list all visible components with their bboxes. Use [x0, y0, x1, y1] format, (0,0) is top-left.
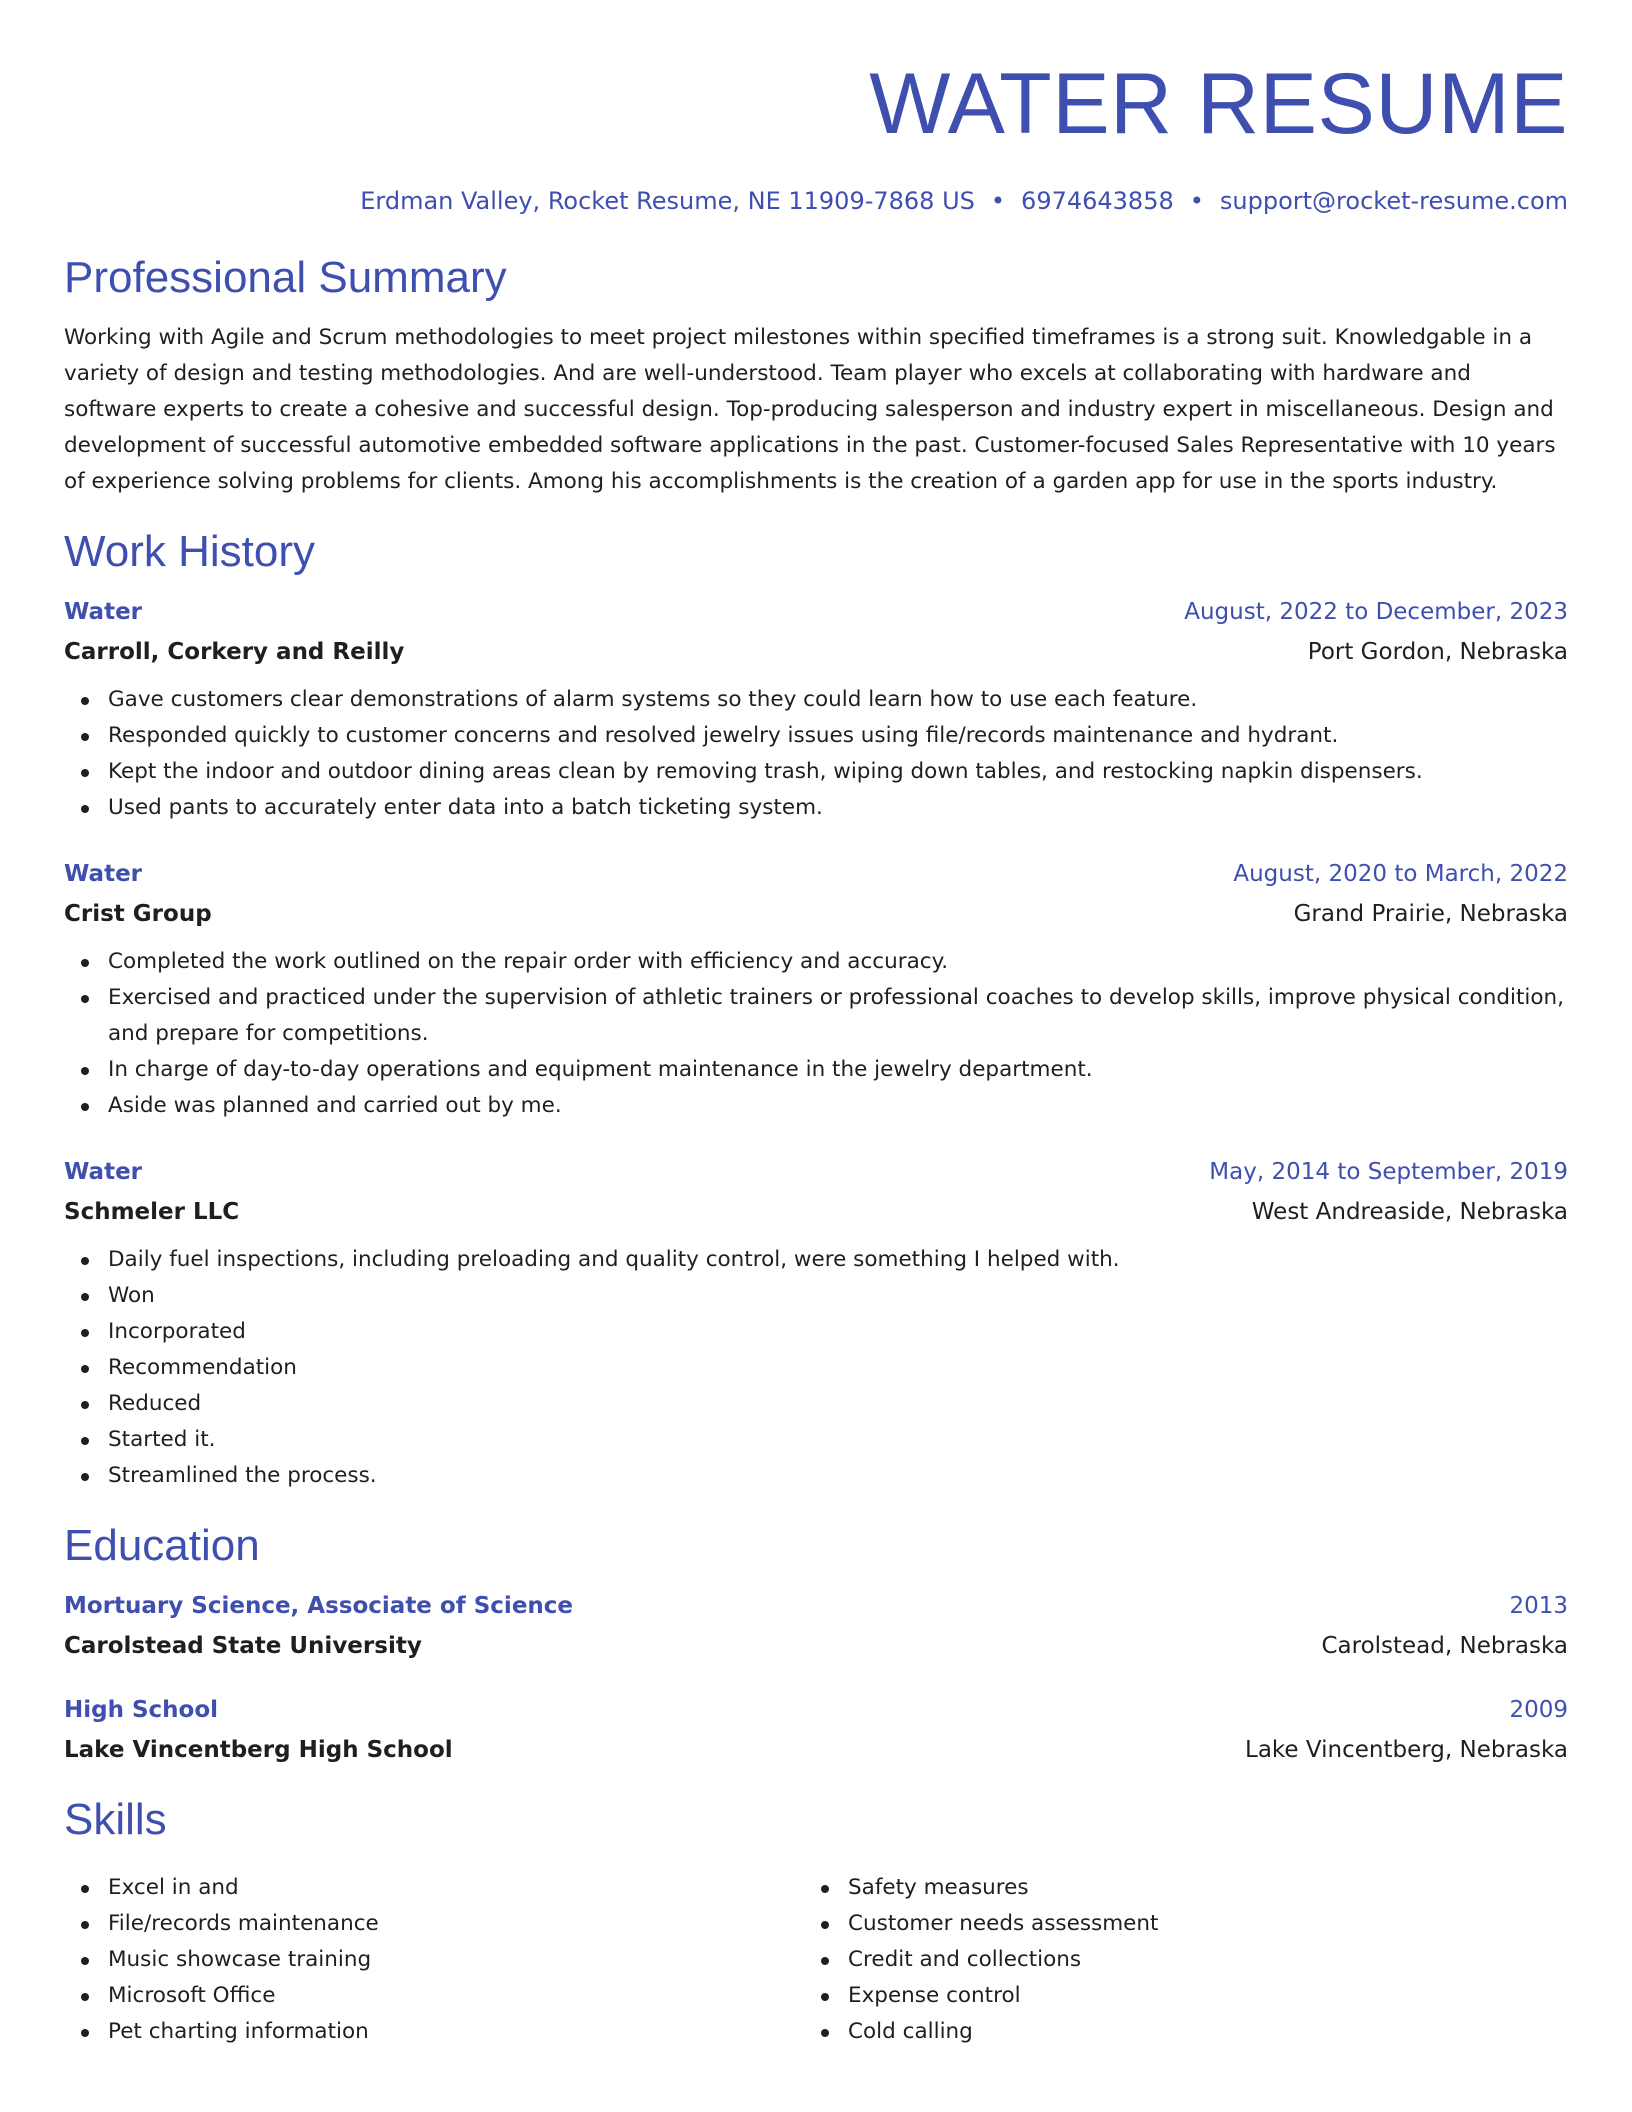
job-dates: August, 2020 to March, 2022: [1233, 861, 1568, 887]
skill-item: File/records maintenance: [64, 1906, 804, 1942]
work-history-heading: Work History: [64, 527, 315, 576]
job-entry: [64, 594, 1568, 826]
skill-item: Expense control: [804, 1978, 1544, 2014]
skills-list-right: [804, 1870, 1544, 2050]
contact-address: Erdman Valley, Rocket Resume, NE 11909-7868 US: [360, 187, 975, 215]
job-bullet: Completed the work outlined on the repair order with efficiency and accuracy.: [64, 944, 1568, 980]
education-heading: Education: [64, 1521, 260, 1570]
job-location: Grand Prairie, Nebraska: [1293, 901, 1568, 927]
job-entry: [64, 1154, 1568, 1494]
skills-heading: Skills: [64, 1795, 167, 1844]
education-entry: [64, 1588, 1568, 1664]
education-school: Lake Vincentberg High School: [64, 1737, 453, 1763]
job-bullet: Responded quickly to customer concerns and resolved jewelry issues using file/records maintenance and hydrant.: [64, 718, 1568, 754]
job-dates: August, 2022 to December, 2023: [1184, 599, 1568, 625]
job-bullets: [64, 944, 1568, 1124]
education-location: Lake Vincentberg, Nebraska: [1245, 1737, 1568, 1763]
skill-item: Pet charting information: [64, 2014, 804, 2050]
job-bullet: Gave customers clear demonstrations of alarm systems so they could learn how to use each feature.: [64, 682, 1568, 718]
job-bullet: Incorporated: [64, 1314, 1568, 1350]
education-year: 2009: [1509, 1697, 1568, 1723]
job-location: Port Gordon, Nebraska: [1307, 639, 1568, 665]
skill-item: Excel in and: [64, 1870, 804, 1906]
education-year: 2013: [1509, 1593, 1568, 1619]
job-employer: Schmeler LLC: [64, 1199, 240, 1225]
job-location: West Andreaside, Nebraska: [1251, 1199, 1568, 1225]
contact-separator: •: [990, 187, 1006, 215]
contact-phone: 6974643858: [1021, 187, 1174, 215]
job-entry: [64, 856, 1568, 1124]
job-title: Water: [64, 1159, 143, 1185]
job-bullet: Recommendation: [64, 1350, 1568, 1386]
contact-line: [64, 186, 1568, 216]
skill-item: Credit and collections: [804, 1942, 1544, 1978]
education-entry: [64, 1692, 1568, 1768]
job-bullet: Won: [64, 1278, 1568, 1314]
contact-email: support@rocket-resume.com: [1219, 187, 1568, 215]
job-bullet: Aside was planned and carried out by me.: [64, 1088, 1568, 1124]
job-bullet: In charge of day-to-day operations and equipment maintenance in the jewelry department.: [64, 1052, 1568, 1088]
skill-item: Music showcase training: [64, 1942, 804, 1978]
education-degree: High School: [64, 1697, 219, 1723]
contact-separator: •: [1189, 187, 1204, 215]
education-school: Carolstead State University: [64, 1633, 422, 1659]
job-bullet: Started it.: [64, 1422, 1568, 1458]
skill-item: Cold calling: [804, 2014, 1544, 2050]
job-employer: Crist Group: [64, 901, 212, 927]
job-bullet: Daily fuel inspections, including preloading and quality control, were something I helped with.: [64, 1242, 1568, 1278]
skills-list-left: [64, 1870, 804, 2050]
summary-text: Working with Agile and Scrum methodologies to meet project milestones within specified timeframes is a strong suit. Knowledgable in a variety of design and testing methodologies. And are well-understood. Team player who excels at collaborating with hardware and software experts to create a cohesive and successful design. Top-producing salesperson and industry expert in miscellaneous. Design and development of successful automotive embedded software applications in the past. Customer-focused Sales Representative with 10 years of experience solving problems for clients. Among his accomplishments is the creation of a garden app for use in the sports industry.: [64, 325, 1556, 494]
job-bullets: [64, 1242, 1568, 1494]
job-title: Water: [64, 599, 143, 625]
skill-item: Microsoft Office: [64, 1978, 804, 2014]
job-bullet: Reduced: [64, 1386, 1568, 1422]
job-bullet: Exercised and practiced under the supervision of athletic trainers or professional coaches to develop skills, improve physical condition, and prepare for competitions.: [64, 980, 1568, 1052]
job-employer: Carroll, Corkery and Reilly: [64, 639, 405, 665]
job-title: Water: [64, 861, 143, 887]
skill-item: Customer needs assessment: [804, 1906, 1544, 1942]
skill-item: Safety measures: [804, 1870, 1544, 1906]
education-location: Carolstead, Nebraska: [1321, 1633, 1568, 1659]
job-bullets: [64, 682, 1568, 826]
job-dates: May, 2014 to September, 2019: [1209, 1159, 1568, 1185]
skills-columns: [64, 1858, 1568, 2050]
job-bullet: Streamlined the process.: [64, 1458, 1568, 1494]
education-degree: Mortuary Science, Associate of Science: [64, 1593, 574, 1619]
resume-name: WATER RESUME: [869, 56, 1568, 152]
summary-heading: Professional Summary: [64, 253, 507, 302]
job-bullet: Kept the indoor and outdoor dining areas clean by removing trash, wiping down tables, and restocking napkin dispensers.: [64, 754, 1568, 790]
job-bullet: Used pants to accurately enter data into a batch ticketing system.: [64, 790, 1568, 826]
